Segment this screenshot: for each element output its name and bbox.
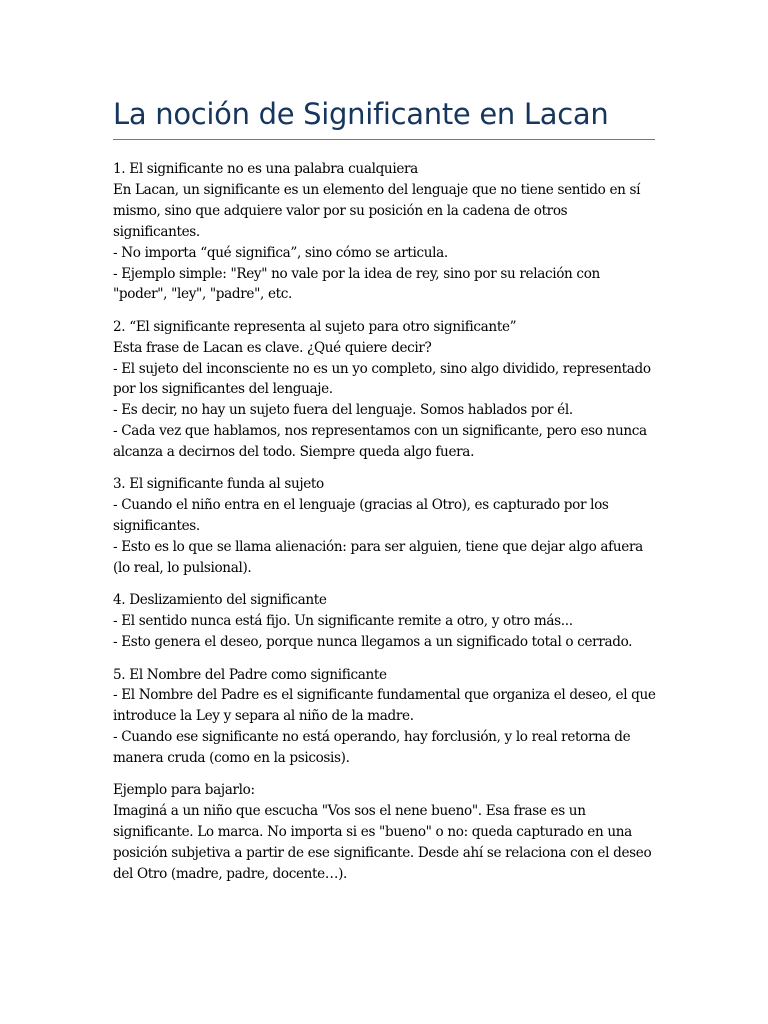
section-3 xyxy=(113,474,658,579)
bullet-line: - Cada vez que hablamos, nos representamos con un significante, pero eso nunca alcanza a decirnos del todo. Siempre queda algo fuera. xyxy=(113,423,647,461)
section-heading: 5. El Nombre del Padre como significante xyxy=(113,666,387,683)
paragraph: Imaginá a un niño que escucha "Vos sos el nene bueno". Esa frase es un significante. Lo marca. No importa si es "bueno" o no: queda capturado en una posición subjetiva a partir de ese significante. Desde ahí se relaciona con el deseo del Otro (madre, padre, docente…). xyxy=(113,803,652,883)
bullet-line: - Esto genera el deseo, porque nunca llegamos a un significado total o cerrado. xyxy=(113,634,633,651)
bullet-line: - Esto es lo que se llama alienación: para ser alguien, tiene que dejar algo afuera (lo real, lo pulsional). xyxy=(113,539,643,577)
title-underline xyxy=(113,139,655,140)
section-heading: Ejemplo para bajarlo: xyxy=(113,782,255,799)
section-5 xyxy=(113,665,658,770)
paragraph: En Lacan, un significante es un elemento del lenguaje que no tiene sentido en sí mismo, sino que adquiere valor por su posición en la cadena de otros significantes. xyxy=(113,181,641,240)
bullet-line: - Cuando ese significante no está operando, hay forclusión, y lo real retorna de manera cruda (como en la psicosis). xyxy=(113,729,631,767)
section-1 xyxy=(113,159,658,305)
bullet-line: - El sentido nunca está fijo. Un significante remite a otro, y otro más... xyxy=(113,613,573,630)
bullet-line: - El Nombre del Padre es el significante fundamental que organiza el deseo, el que introduce la Ley y separa al niño de la madre. xyxy=(113,687,656,725)
section-heading: 2. “El significante representa al sujeto para otro significante” xyxy=(113,318,517,335)
page-title: La noción de Significante en Lacan xyxy=(113,97,609,131)
section-heading: 4. Deslizamiento del significante xyxy=(113,592,327,609)
bullet-line: - Cuando el niño entra en el lenguaje (gracias al Otro), es capturado por los significantes. xyxy=(113,497,609,535)
section-heading: 3. El significante funda al sujeto xyxy=(113,476,324,493)
section-heading: 1. El significante no es una palabra cualquiera xyxy=(113,161,418,177)
bullet-line: - El sujeto del inconsciente no es un yo completo, sino algo dividido, representado por los significantes del lenguaje. xyxy=(113,360,651,398)
bullet-line: - Ejemplo simple: "Rey" no vale por la idea de rey, sino por su relación con "poder", "ley", "padre", etc. xyxy=(113,265,600,303)
document-body xyxy=(113,159,658,896)
bullet-line: - Es decir, no hay un sujeto fuera del lenguaje. Somos hablados por él. xyxy=(113,402,573,419)
section-2 xyxy=(113,317,658,463)
paragraph: Esta frase de Lacan es clave. ¿Qué quiere decir? xyxy=(113,339,432,356)
section-4 xyxy=(113,590,658,653)
bullet-line: - No importa “qué significa”, sino cómo se articula. xyxy=(113,244,448,261)
section-example xyxy=(113,780,658,885)
